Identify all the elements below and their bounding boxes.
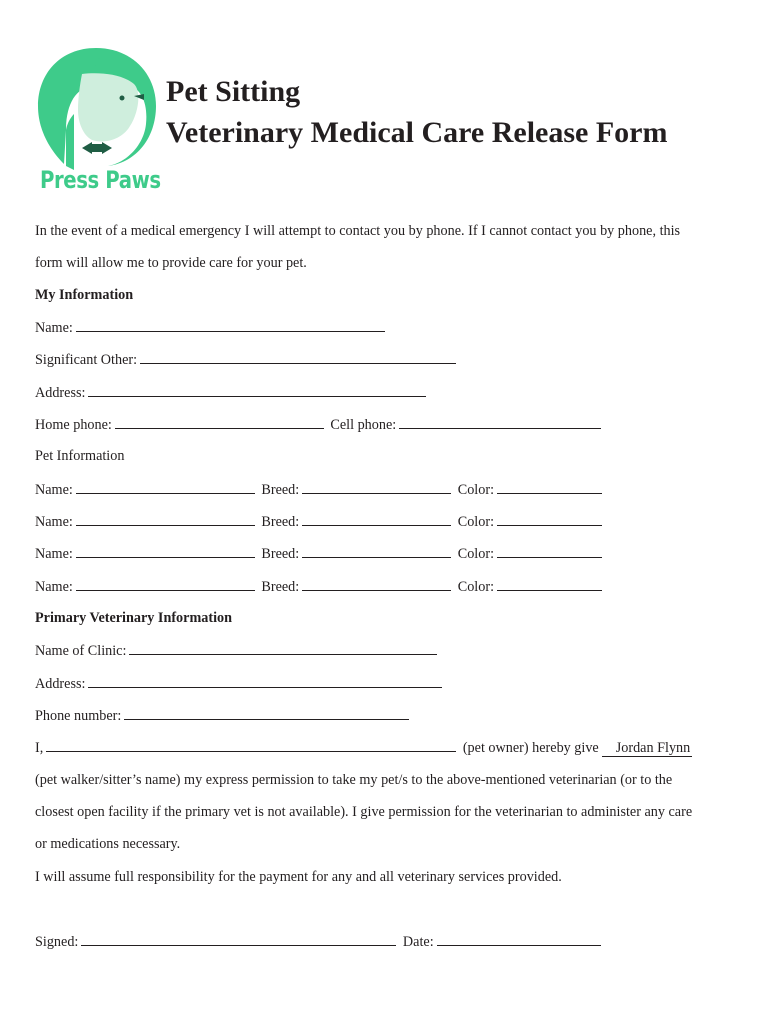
my-info-heading: My Information — [35, 287, 134, 303]
date-label: Date: — [402, 934, 434, 950]
pet-name-field[interactable] — [76, 577, 255, 591]
signature-field[interactable] — [81, 932, 396, 946]
permission-line2: (pet walker/sitter’s name) my express permission to take my pet/s to the above-mentioned veterinarian (or to the — [35, 772, 673, 788]
pet-name-label: Name: — [35, 579, 73, 595]
pet-color-label: Color: — [457, 482, 495, 498]
pet-color-field[interactable] — [497, 480, 602, 494]
pet-row — [35, 544, 605, 563]
signed-label: Signed: — [35, 934, 79, 950]
owner-name-label: Name: — [35, 320, 73, 336]
intro-line1: In the event of a medical emergency I will attempt to contact you by phone. If I cannot contact you by phone, this — [35, 223, 681, 239]
pet-color-label: Color: — [457, 514, 495, 530]
permission-line3: closest open facility if the primary vet is not available). I give permission for the veterinarian to administer any care — [35, 804, 693, 820]
owner-name-field[interactable] — [76, 318, 385, 332]
pet-row — [35, 577, 605, 596]
owner-address-field[interactable] — [88, 383, 426, 397]
pet-owner-name-field[interactable] — [46, 738, 456, 752]
clinic-name-field[interactable] — [129, 641, 437, 655]
pet-breed-label: Breed: — [261, 579, 300, 595]
pet-color-field[interactable] — [497, 512, 602, 526]
owner-name-row — [35, 318, 388, 337]
pet-color-label: Color: — [457, 546, 495, 562]
pet-breed-label: Breed: — [261, 514, 300, 530]
vet-phone-label: Phone number: — [35, 708, 122, 724]
pet-color-field[interactable] — [497, 577, 602, 591]
permission-owner-suffix: (pet owner) hereby give — [462, 740, 599, 756]
pet-breed-field[interactable] — [302, 577, 451, 591]
permission-prefix: I, — [35, 740, 44, 756]
vet-phone-row — [35, 706, 412, 725]
intro-line2: form will allow me to provide care for your pet. — [35, 255, 307, 271]
vet-address-row — [35, 674, 445, 693]
pet-row — [35, 512, 605, 531]
pet-name-field[interactable] — [76, 544, 255, 558]
owner-address-row — [35, 383, 429, 402]
date-field[interactable] — [437, 932, 601, 946]
home-phone-field[interactable] — [115, 415, 324, 429]
responsibility-statement: I will assume full responsibility for the payment for any and all veterinary services provided. — [35, 869, 562, 885]
pet-color-field[interactable] — [497, 544, 602, 558]
vet-phone-field[interactable] — [124, 706, 409, 720]
pet-info-heading: Pet Information — [35, 448, 125, 464]
owner-address-label: Address: — [35, 385, 86, 401]
pet-row — [35, 480, 605, 499]
dog-with-bowtie-icon — [30, 44, 162, 174]
permission-row — [35, 738, 692, 757]
cell-phone-field[interactable] — [399, 415, 601, 429]
vet-address-label: Address: — [35, 676, 86, 692]
pet-breed-label: Breed: — [261, 482, 300, 498]
vet-address-field[interactable] — [88, 674, 442, 688]
cell-phone-label: Cell phone: — [330, 417, 397, 433]
pet-name-label: Name: — [35, 482, 73, 498]
pet-breed-label: Breed: — [261, 546, 300, 562]
pet-name-field[interactable] — [76, 480, 255, 494]
phone-row — [35, 415, 604, 434]
pet-breed-field[interactable] — [302, 544, 451, 558]
significant-other-field[interactable] — [140, 350, 456, 364]
signature-row — [35, 932, 604, 951]
significant-other-row — [35, 350, 459, 369]
pet-color-label: Color: — [457, 579, 495, 595]
page-title-line1: Pet Sitting — [166, 75, 301, 108]
significant-other-label: Significant Other: — [35, 352, 138, 368]
pet-name-label: Name: — [35, 514, 73, 530]
clinic-name-label: Name of Clinic: — [35, 643, 127, 659]
pet-name-label: Name: — [35, 546, 73, 562]
pet-breed-field[interactable] — [302, 512, 451, 526]
page-title-line2: Veterinary Medical Care Release Form — [166, 116, 668, 149]
brand-name: Press Paws — [40, 166, 161, 194]
clinic-row — [35, 641, 440, 660]
pet-name-field[interactable] — [76, 512, 255, 526]
home-phone-label: Home phone: — [35, 417, 112, 433]
pet-breed-field[interactable] — [302, 480, 451, 494]
vet-info-heading: Primary Veterinary Information — [35, 610, 233, 626]
sitter-name-field[interactable]: Jordan Flynn — [602, 741, 692, 757]
permission-line4: or medications necessary. — [35, 836, 181, 852]
